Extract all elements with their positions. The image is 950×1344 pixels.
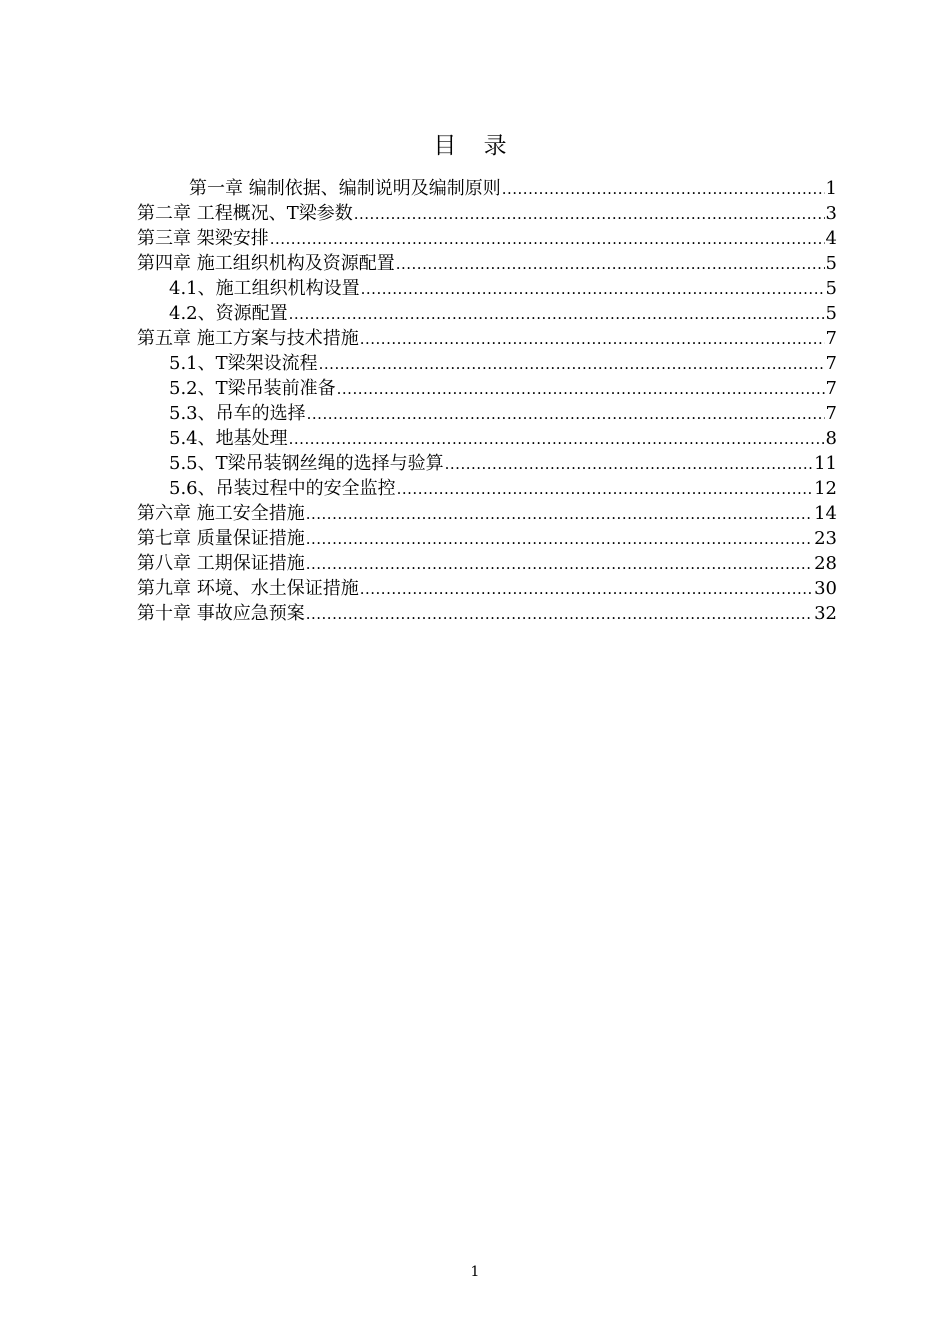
toc-entry-chapter-1[interactable] — [137, 176, 837, 201]
toc-entry-page: 8 — [825, 428, 837, 449]
toc-entry-page: 5 — [825, 278, 837, 299]
toc-entry-chapter-6[interactable] — [137, 501, 837, 526]
toc-entry-page: 30 — [814, 578, 837, 599]
toc-dot-leader — [306, 527, 813, 552]
toc-dot-leader — [360, 577, 813, 602]
toc-entry-label: 5.4、地基处理 — [169, 428, 288, 449]
toc-entry-page: 7 — [825, 328, 837, 349]
toc-entry-label: 5.2、T梁吊装前准备 — [169, 378, 336, 399]
toc-entry-section-5-2[interactable] — [137, 376, 837, 401]
toc-dot-leader — [360, 327, 825, 352]
toc-entry-page: 28 — [814, 553, 837, 574]
toc-dot-leader — [319, 352, 825, 377]
toc-dot-leader — [337, 377, 825, 402]
toc-entry-label: 第六章 施工安全措施 — [137, 503, 305, 524]
toc-entry-label: 第五章 施工方案与技术措施 — [137, 328, 359, 349]
toc-entry-chapter-5[interactable] — [137, 326, 837, 351]
toc-entry-page: 7 — [825, 403, 837, 424]
toc-dot-leader — [361, 277, 825, 302]
toc-entry-label: 5.1、T梁架设流程 — [169, 353, 318, 374]
toc-entry-page: 4 — [825, 228, 837, 249]
toc-entry-chapter-10[interactable] — [137, 601, 837, 626]
toc-entry-label: 第九章 环境、水土保证措施 — [137, 578, 359, 599]
toc-entry-label: 5.3、吊车的选择 — [169, 403, 306, 424]
toc-entry-chapter-8[interactable] — [137, 551, 837, 576]
toc-entry-page: 5 — [825, 253, 837, 274]
toc-entry-page: 23 — [814, 528, 837, 549]
toc-dot-leader — [270, 227, 825, 252]
toc-dot-leader — [289, 427, 825, 452]
toc-entry-section-5-5[interactable] — [137, 451, 837, 476]
toc-entry-page: 32 — [814, 603, 837, 624]
toc-entry-label: 第三章 架梁安排 — [137, 228, 269, 249]
toc-dot-leader — [397, 477, 813, 502]
toc-entry-page: 5 — [825, 303, 837, 324]
toc-entry-section-5-6[interactable] — [137, 476, 837, 501]
toc-entry-page: 11 — [814, 453, 837, 474]
toc-entry-chapter-3[interactable] — [137, 226, 837, 251]
toc-entry-label: 第八章 工期保证措施 — [137, 553, 305, 574]
toc-entry-section-5-4[interactable] — [137, 426, 837, 451]
toc-dot-leader — [396, 252, 825, 277]
toc-entry-chapter-2[interactable] — [137, 201, 837, 226]
toc-entry-label: 第十章 事故应急预案 — [137, 603, 305, 624]
toc-dot-leader — [306, 502, 813, 527]
toc-entry-label: 第二章 工程概况、T梁参数 — [137, 203, 353, 224]
toc-dot-leader — [306, 602, 813, 627]
toc-entry-section-4-1[interactable] — [137, 276, 837, 301]
toc-dot-leader — [502, 177, 825, 202]
toc-entry-section-5-3[interactable] — [137, 401, 837, 426]
toc-dot-leader — [307, 402, 825, 427]
toc-dot-leader — [445, 452, 813, 477]
toc-entry-page: 1 — [825, 178, 837, 199]
toc-entry-label: 4.2、资源配置 — [169, 303, 288, 324]
toc-entry-label: 第四章 施工组织机构及资源配置 — [137, 253, 395, 274]
toc-entry-page: 14 — [814, 503, 837, 524]
toc-entry-label: 5.6、吊装过程中的安全监控 — [169, 478, 396, 499]
toc-entry-section-4-2[interactable] — [137, 301, 837, 326]
table-of-contents — [137, 176, 837, 626]
toc-entry-page: 3 — [825, 203, 837, 224]
toc-entry-section-5-1[interactable] — [137, 351, 837, 376]
toc-entry-chapter-9[interactable] — [137, 576, 837, 601]
toc-title: 目 录 — [433, 133, 517, 159]
toc-entry-label: 5.5、T梁吊装钢丝绳的选择与验算 — [169, 453, 444, 474]
toc-dot-leader — [306, 552, 813, 577]
toc-entry-label: 第七章 质量保证措施 — [137, 528, 305, 549]
toc-entry-chapter-7[interactable] — [137, 526, 837, 551]
toc-dot-leader — [289, 302, 825, 327]
toc-entry-label: 第一章 编制依据、编制说明及编制原则 — [189, 178, 501, 199]
toc-entry-page: 12 — [814, 478, 837, 499]
toc-entry-page: 7 — [825, 353, 837, 374]
toc-dot-leader — [354, 202, 825, 227]
toc-entry-label: 4.1、施工组织机构设置 — [169, 278, 360, 299]
toc-entry-chapter-4[interactable] — [137, 251, 837, 276]
toc-entry-page: 7 — [825, 378, 837, 399]
page-number: 1 — [470, 1264, 480, 1280]
